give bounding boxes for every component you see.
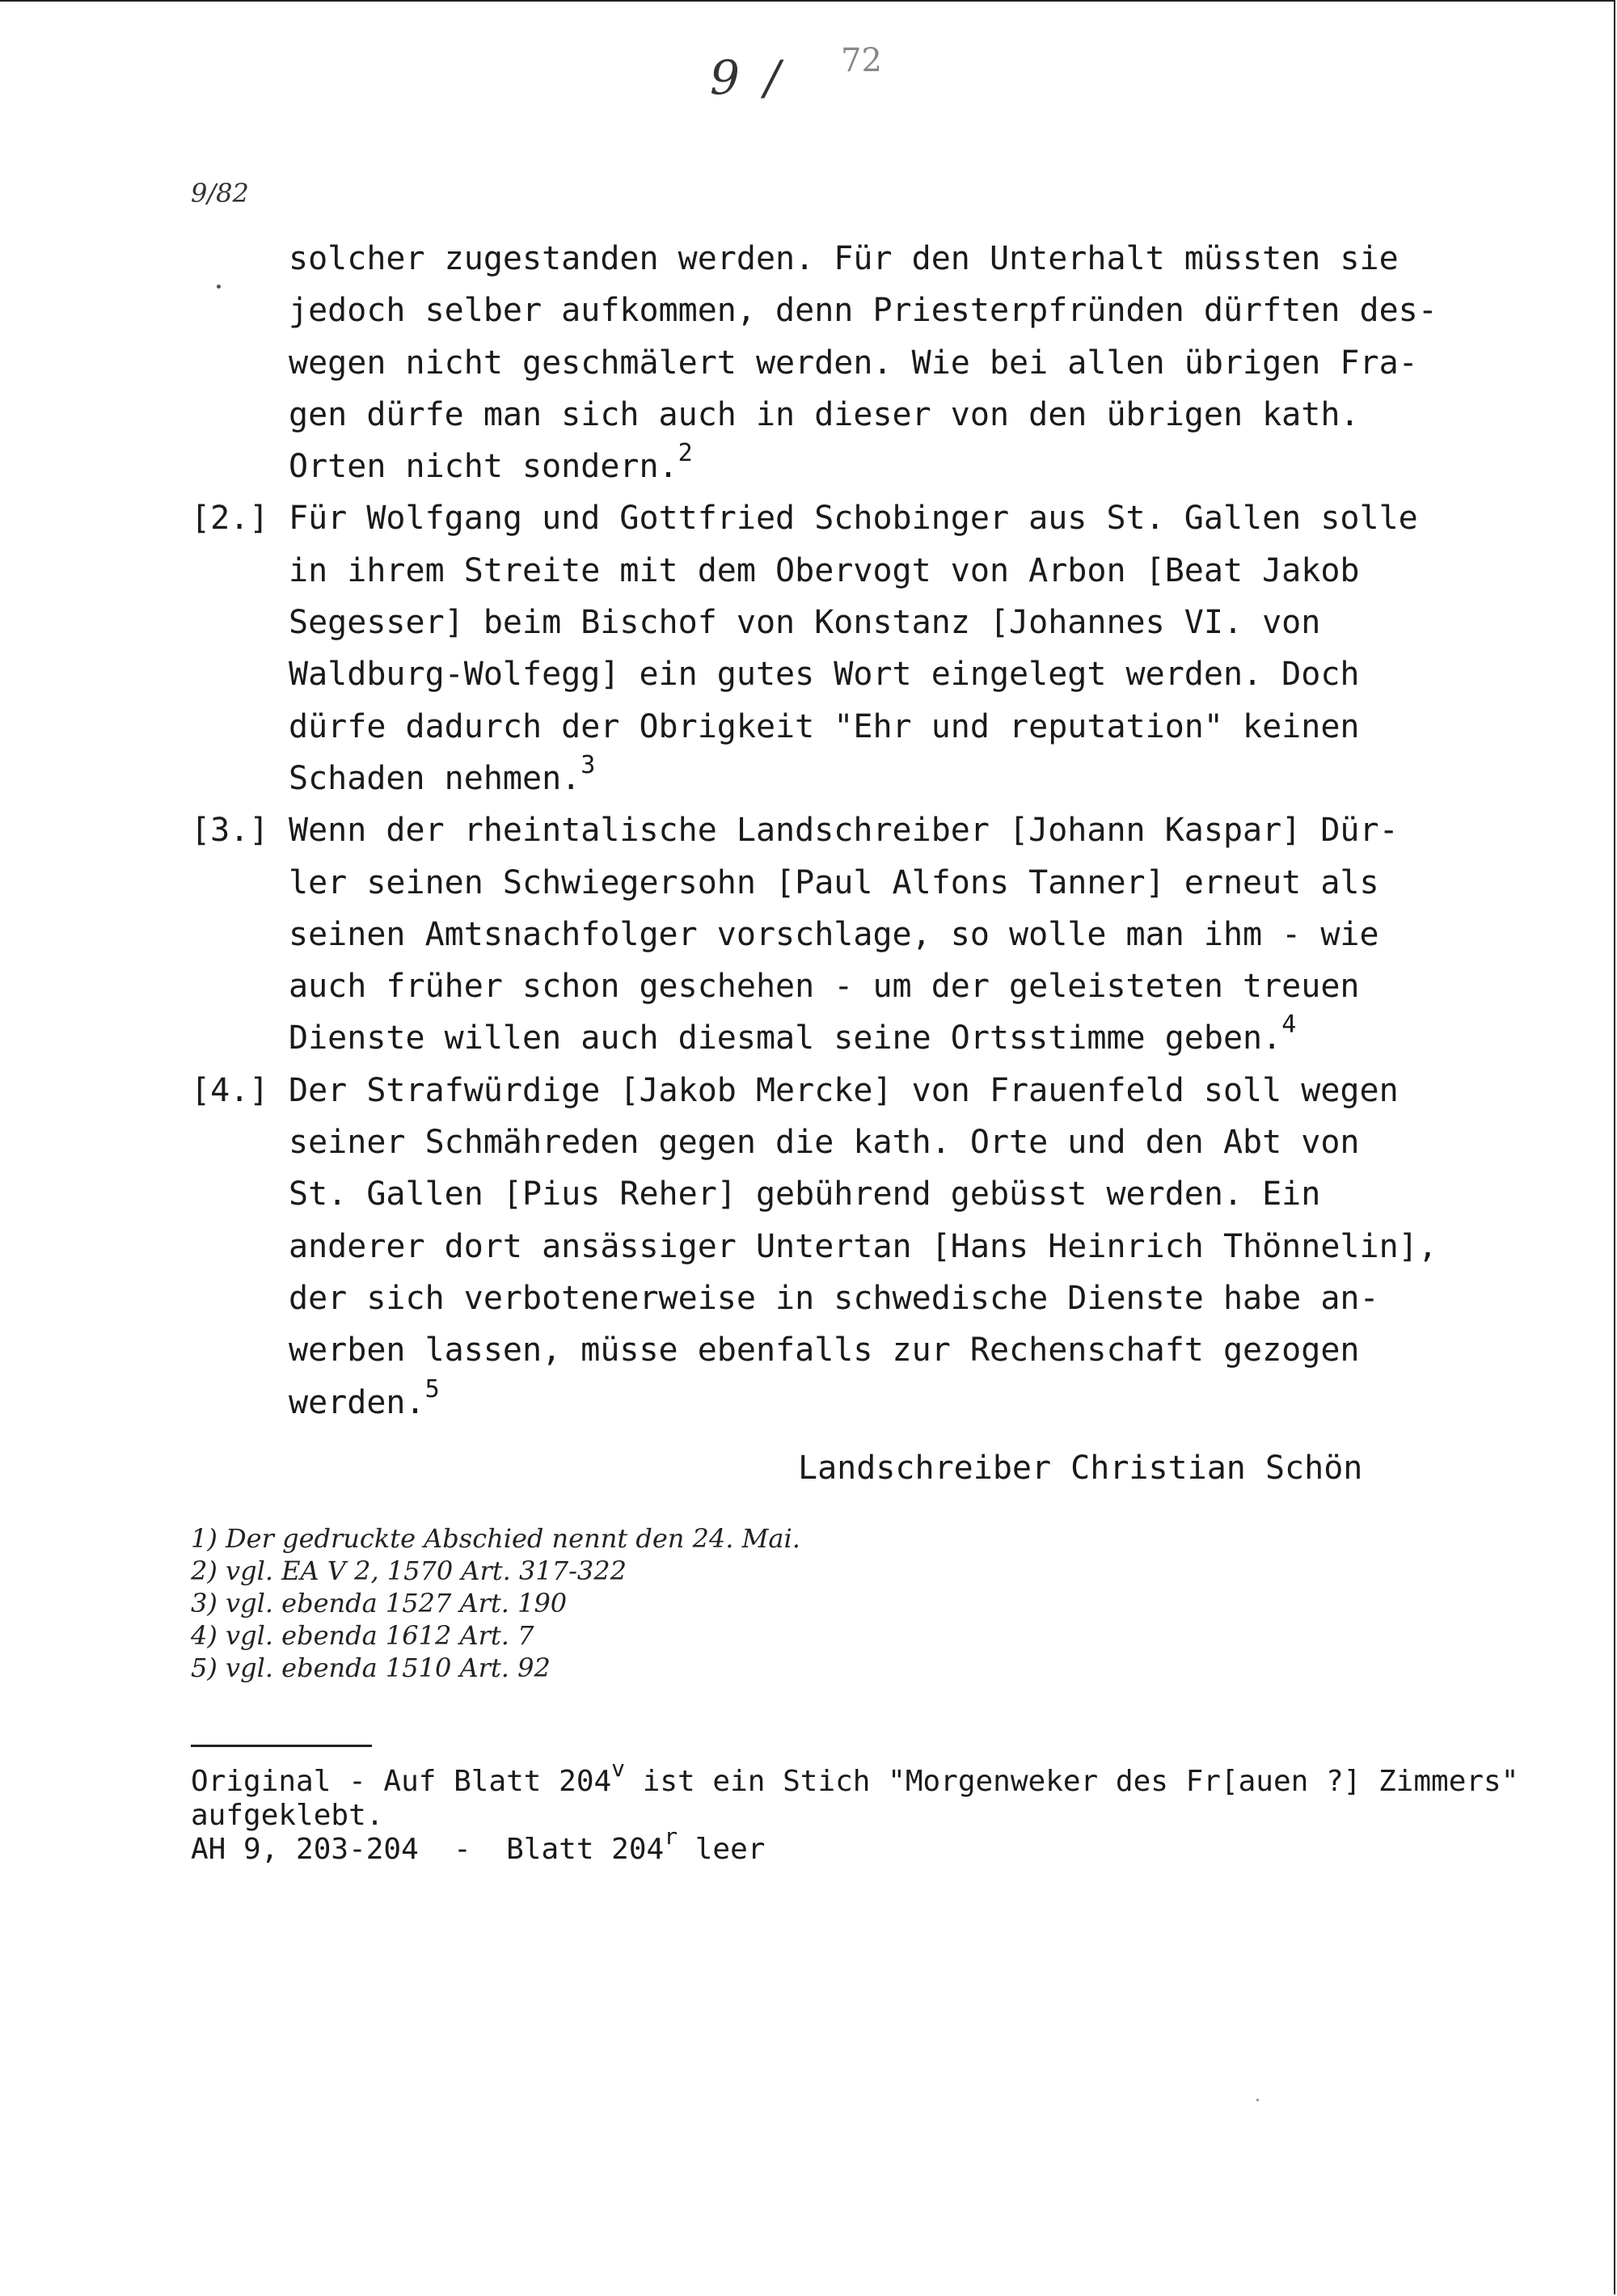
paragraph-line <box>0 492 1617 544</box>
footnote: 5) vgl. ebenda 1510 Art. 92 <box>191 1652 551 1683</box>
paragraph-line <box>0 804 1617 856</box>
paragraph-line <box>0 1065 1617 1116</box>
paragraph-line <box>0 337 1617 389</box>
paragraph-text: der sich verbotenerweise in schwedische Dienste habe an- <box>289 1279 1379 1317</box>
paragraph-line <box>0 1116 1617 1168</box>
source-note-text: AH 9, 203-204 - Blatt 204 <box>191 1833 665 1866</box>
verso-marker: v <box>611 1755 626 1782</box>
handwritten-secondary-mark: 72 <box>841 42 882 79</box>
paragraph-line <box>0 1168 1617 1220</box>
body-text <box>0 233 1617 1429</box>
footnote: 1) Der gedruckte Abschied nennt den 24. Mai. <box>191 1523 800 1554</box>
paragraph-text: seiner Schmähreden gegen die kath. Orte und den Abt von <box>289 1124 1360 1162</box>
paragraph-text: Orten nicht sondern. <box>289 448 678 486</box>
stray-mark <box>1256 2099 1259 2101</box>
paragraph-line <box>0 441 1617 492</box>
paragraph-line <box>0 960 1617 1012</box>
paragraph-number: [4.] <box>191 1071 269 1109</box>
paragraph-text: Wenn der rheintalische Landschreiber [Johann Kaspar] Dür- <box>289 812 1399 850</box>
paragraph-text: anderer dort ansässiger Untertan [Hans Heinrich Thönnelin], <box>289 1227 1438 1265</box>
footnote-reference: 4 <box>1281 1011 1297 1040</box>
paragraph-text: solcher zugestanden werden. Für den Unterhalt müssten sie <box>289 240 1399 277</box>
paragraph-line <box>0 597 1617 648</box>
footnote-reference: 5 <box>424 1374 440 1403</box>
paragraph-line <box>0 389 1617 441</box>
paragraph-text: gen dürfe man sich auch in dieser von den übrigen kath. <box>289 395 1360 433</box>
footnote-reference: 2 <box>678 439 693 468</box>
paragraph-line <box>0 1273 1617 1324</box>
paragraph-text: werden. <box>289 1383 425 1421</box>
handwritten-page-mark: 9 / <box>710 50 785 105</box>
paragraph-text: jedoch selber aufkommen, denn Priesterpfründen dürften des- <box>289 292 1438 330</box>
paragraph-text: auch früher schon geschehen - um der geleisteten treuen <box>289 968 1360 1006</box>
paragraph-text: werben lassen, müsse ebenfalls zur Rechenschaft gezogen <box>289 1332 1360 1370</box>
paragraph-line <box>0 233 1617 285</box>
footnote: 2) vgl. EA V 2, 1570 Art. 317-322 <box>191 1555 627 1586</box>
footnotes <box>191 1522 800 1684</box>
separator-rule <box>191 1745 372 1747</box>
paragraph-text: Dienste willen auch diesmal seine Ortsstimme geben. <box>289 1019 1282 1057</box>
paragraph-number: [2.] <box>191 500 269 538</box>
paragraph-text: ler seinen Schwiegersohn [Paul Alfons Tanner] erneut als <box>289 863 1379 901</box>
recto-marker: r <box>664 1823 678 1850</box>
source-note-text: leer <box>678 1833 766 1866</box>
source-note <box>191 1755 1519 1867</box>
footnote: 4) vgl. ebenda 1612 Art. 7 <box>191 1620 534 1651</box>
source-note-text: ist ein Stich "Morgenweker des Fr[auen ?] Zimmers" <box>625 1765 1519 1798</box>
footnote: 3) vgl. ebenda 1527 Art. 190 <box>191 1588 568 1619</box>
paragraph-text: Segesser] beim Bischof von Konstanz [Johannes VI. von <box>289 604 1321 642</box>
paragraph-text: Der Strafwürdige [Jakob Mercke] von Frauenfeld soll wegen <box>289 1071 1399 1109</box>
paragraph-line <box>0 545 1617 597</box>
paragraph-number: [3.] <box>191 812 269 850</box>
paragraph-text: Für Wolfgang und Gottfried Schobinger aus St. Gallen solle <box>289 500 1418 538</box>
folio-number: 9/82 <box>191 178 249 209</box>
paragraph-text: wegen nicht geschmälert werden. Wie bei allen übrigen Fra- <box>289 344 1418 382</box>
paragraph-text: seinen Amtsnachfolger vorschlage, so wolle man ihm - wie <box>289 915 1379 953</box>
paragraph-line <box>0 1221 1617 1273</box>
paragraph-line <box>0 1012 1617 1064</box>
signature: Landschreiber Christian Schön <box>798 1450 1363 1487</box>
source-note-line <box>191 1755 1519 1799</box>
paragraph-line <box>0 1324 1617 1376</box>
paragraph-text: St. Gallen [Pius Reher] gebührend gebüsst werden. Ein <box>289 1175 1321 1213</box>
footnote-reference: 3 <box>581 750 596 779</box>
source-note-line <box>191 1823 1518 1867</box>
source-note-text: Original - Auf Blatt 204 <box>191 1765 612 1798</box>
paragraph-text: Waldburg-Wolfegg] ein gutes Wort eingelegt werden. Doch <box>289 656 1360 694</box>
paragraph-text: in ihrem Streite mit dem Obervogt von Arbon [Beat Jakob <box>289 551 1360 589</box>
paragraph-line <box>0 909 1617 960</box>
paragraph-line <box>0 701 1617 753</box>
paragraph-line <box>0 648 1617 700</box>
paragraph-line <box>0 750 1617 804</box>
source-note-line: aufgeklebt. <box>191 1799 384 1832</box>
paragraph-line <box>0 1374 1617 1429</box>
paragraph-text: Schaden nehmen. <box>289 759 581 797</box>
paragraph-text: dürfe dadurch der Obrigkeit "Ehr und reputation" keinen <box>289 707 1360 745</box>
paragraph-line <box>0 857 1617 909</box>
paragraph-line <box>0 285 1617 336</box>
